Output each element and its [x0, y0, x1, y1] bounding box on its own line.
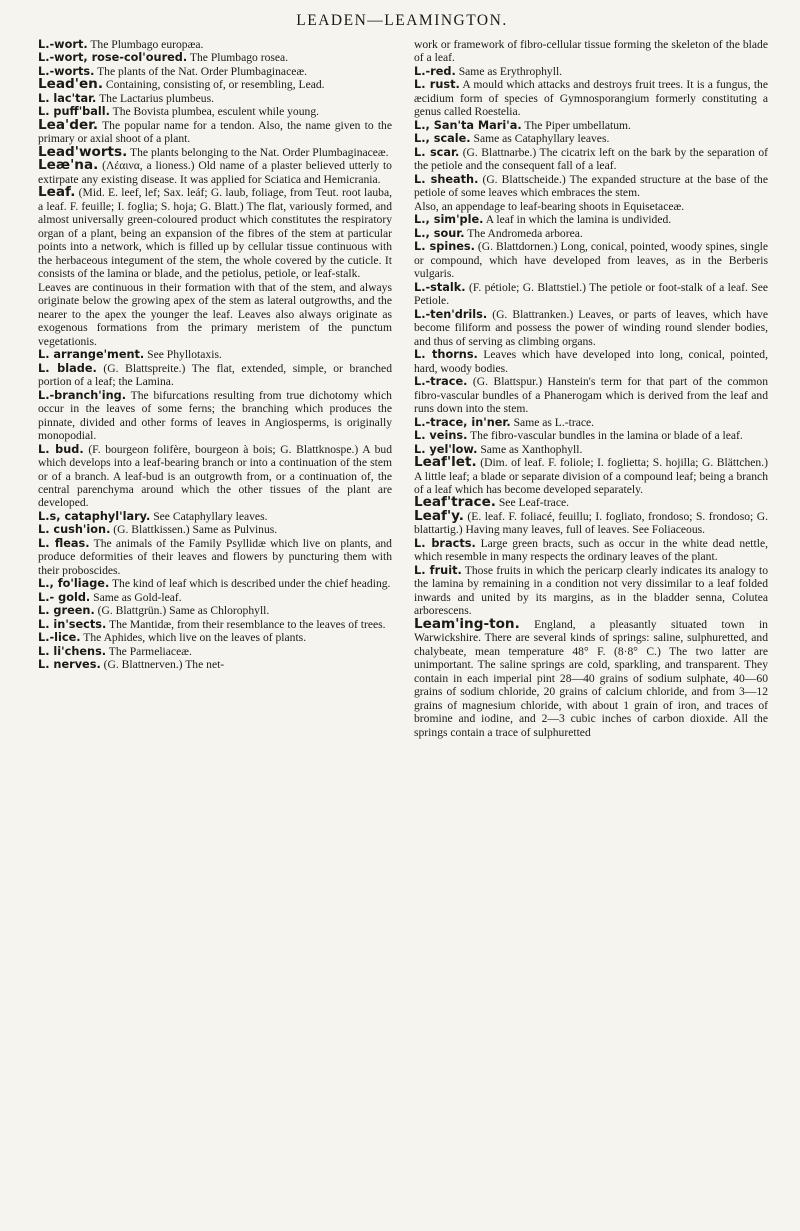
dictionary-entry [38, 281, 392, 348]
dictionary-entry [38, 78, 392, 91]
entry-definition: The Mantidæ, from their resemblance to the leaves of trees. [109, 617, 386, 631]
entry-headword: L.-wort, rose-col'oured. [38, 51, 188, 65]
dictionary-entry [414, 537, 768, 564]
entry-headword: L. nerves. [38, 658, 101, 672]
entry-headword: L. bud. [38, 442, 84, 456]
entry-definition: (F. pétiole; G. Blattstiel.) The petiole or foot-stalk of a leaf. See Petiole. [414, 280, 768, 308]
entry-definition: (G. Blattscheide.) The expanded structure at the base of the petiole of some leaves which embraces the stem. [414, 172, 768, 200]
dictionary-entry [38, 510, 392, 523]
entry-definition: (Λέαινα, a lioness.) Old name of a plaster believed utterly to extirpate any existing disease. It was applied for Sciatica and Hemicrania. [38, 159, 392, 186]
dictionary-entry [414, 564, 768, 618]
entry-definition: The popular name for a tendon. Also, the name given to the primary or axial shoot of a plant. [38, 118, 392, 146]
entry-headword: Leæ'na. [38, 157, 99, 174]
dictionary-entry [414, 456, 768, 496]
entry-definition: A leaf in which the lamina is undivided. [485, 213, 672, 227]
entry-definition: England, a pleasantly situated town in Warwickshire. There are several kinds of springs: saline, sulphuretted, and chalybeate, mean temperature 48° F. (8·8° C.) The two latter are unimportant. The saline springs are cold, sparkling, and transparent. They contain in each imperial pint 28—40 grains of sodium sulphate, 40—60 grains of sodium chloride, 20 grains of calcium chloride, and from 3—12 grains of magnesium chloride, with about 1 grain of iron, and traces of bromine and iodine, and 2—3 cubic inches of carbon dioxide. All the springs contain a trace of sulphuretted [414, 617, 768, 739]
entry-definition: Large green bracts, such as occur in the white dead nettle, which resemble in many respects the ordinary leaves of the plant. [414, 536, 768, 564]
dictionary-entry [38, 631, 392, 644]
entry-headword: L.-wort. [38, 38, 88, 51]
dictionary-entry [414, 213, 768, 226]
dictionary-entry [414, 227, 768, 240]
entry-headword: L., scale. [414, 132, 471, 146]
dictionary-entry [414, 429, 768, 442]
entry-headword: L. rust. [414, 78, 460, 92]
entry-definition: The Andromeda arborea. [467, 226, 583, 240]
dictionary-entry [414, 416, 768, 429]
entry-definition: (G. Blattgrün.) Same as Chlorophyll. [97, 604, 270, 618]
dictionary-entry [38, 577, 392, 590]
dictionary-entry [38, 159, 392, 186]
entry-definition: The Plumbago europæa. [90, 38, 204, 51]
dictionary-entry [414, 146, 768, 173]
dictionary-entry [414, 507, 768, 537]
entry-headword: L. blade. [38, 361, 97, 375]
entry-definition: (G. Blattspur.) Hanstein's term for that part of the common fibro-vascular bundles of a Phanerogam which is derived from the leaf and runs down into the stem. [414, 375, 768, 416]
entry-headword: L. bracts. [414, 536, 476, 550]
entry-headword: Leam'ing-ton. [414, 615, 520, 632]
dictionary-entry [38, 618, 392, 631]
entry-headword: Leaf'trace. [414, 494, 496, 511]
entry-headword: L.-branch'ing. [38, 388, 126, 402]
dictionary-entry [414, 173, 768, 200]
dictionary-entry [414, 348, 768, 375]
entry-headword: Lea'der. [38, 116, 99, 133]
entry-definition: Same as L.-trace. [513, 415, 595, 429]
entry-definition: (G. Blattdornen.) Long, conical, pointed, woody spines, single or compound, which have developed from leaves, as in the Berberis vulgaris. [414, 240, 768, 281]
entry-headword: L. scar. [414, 145, 460, 159]
entry-headword: L.-trace. [414, 375, 468, 389]
dictionary-entry [38, 443, 392, 510]
dictionary-entry [38, 362, 392, 389]
entry-headword: Leaf'let. [414, 454, 477, 471]
entry-headword: L. puff'ball. [38, 105, 110, 119]
entry-definition: Leaves are continuous in their formation with that of the stem, and always originate below the growing apex of the stem as lateral outgrowths, and the nearer to the apex the younger the leaf. Leaves also always originate as exogenous formations from the primary meristem of the punctum vegetationis. [38, 280, 392, 348]
dictionary-entry [414, 200, 768, 213]
entry-definition: The Bovista plumbea, esculent while young. [112, 105, 320, 119]
entry-headword: L. fleas. [38, 536, 90, 550]
entry-definition: The Plumbago rosea. [189, 51, 289, 65]
dictionary-entry [414, 78, 768, 118]
entry-definition: Those fruits in which the pericarp clearly indicates its analogy to the lamina by remaining in a condition not very dissimilar to a leaf folded inwards and united by its margins, as in the bladder senna, Colutea arborescens. [414, 563, 768, 618]
entry-headword: L. arrange'ment. [38, 348, 145, 362]
dictionary-entry [414, 38, 768, 65]
entry-definition: See Cataphyllary leaves. [153, 509, 268, 523]
entry-definition: (G. Blattranken.) Leaves, or parts of leaves, which have become filiform and possess the power of winding round slender bodies, and thus of serving as climbing organs. [414, 307, 769, 348]
entry-headword: L.-red. [414, 64, 456, 78]
entry-definition: Containing, consisting of, or resembling, Lead. [105, 78, 325, 92]
dictionary-entry [414, 496, 768, 509]
entry-definition: (G. Blattspreite.) The flat, extended, simple, or branched portion of a leaf; the Lamina. [38, 361, 393, 389]
entry-headword: L., fo'liage. [38, 577, 110, 591]
dictionary-entry [38, 523, 392, 536]
entry-definition: See Leaf-trace. [498, 496, 570, 510]
dictionary-entry [38, 658, 392, 671]
entry-headword: L. lac'tar. [38, 91, 97, 105]
entry-headword: L.-worts. [38, 64, 95, 78]
left-column [38, 38, 392, 739]
entry-definition: The plants of the Nat. Order Plumbaginaceæ. [97, 64, 307, 78]
entry-headword: L.s, cataphyl'lary. [38, 509, 151, 523]
entry-headword: L. yel'low. [414, 442, 478, 456]
entry-headword: L. sheath. [414, 172, 479, 186]
entry-definition: The kind of leaf which is described under the chief heading. [111, 577, 391, 591]
entry-definition: A mould which attacks and destroys fruit trees. It is a fungus, the æcidium form of species of Gymnosporangium formerly constituting a genus called Roestelia. [414, 78, 769, 119]
dictionary-entry [38, 389, 392, 443]
entry-definition: (F. bourgeon folifère, bourgeon à bois; G. Blattknospe.) A bud which develops into a leaf-bearing branch or into a continuation of the stem or of a branch. A leaf-bud is an outgrowth from, or a continuation of, the central parenchyma around which the other tissues of the plant are developed. [38, 442, 392, 510]
entry-headword: L., sour. [414, 226, 465, 240]
entry-definition: Same as Gold-leaf. [93, 590, 182, 604]
entry-headword: L. veins. [414, 429, 468, 443]
entry-definition: Same as Erythrophyll. [458, 64, 563, 78]
dictionary-entry [38, 591, 392, 604]
entry-definition: See Phyllotaxis. [147, 348, 222, 362]
dictionary-entry [414, 132, 768, 145]
entry-definition: The Aphides, which live on the leaves of plants. [83, 631, 307, 645]
dictionary-entry [38, 186, 392, 280]
entry-definition: The fibro-vascular bundles in the lamina or blade of a leaf. [470, 429, 743, 443]
dictionary-entry [414, 240, 768, 280]
entry-headword: L. spines. [414, 240, 475, 254]
dictionary-entry [38, 116, 392, 146]
entry-definition: The bifurcations resulting from true dichotomy which occur in the leaves of some ferns; the branching which produces the pinnate, divided and other forms of leaves in Angiosperms, is originally monopodial. [38, 388, 392, 443]
entry-definition: (G. Blattkissen.) Same as Pulvinus. [113, 523, 278, 537]
entry-definition: Leaves which have developed into long, conical, pointed, hard, woody bodies. [414, 348, 768, 375]
entry-headword: Leaf. [38, 184, 76, 201]
entry-definition: The Lactarius plumbeus. [99, 91, 214, 105]
dictionary-entry [414, 308, 768, 348]
entry-headword: L.-trace, in'ner. [414, 415, 511, 429]
dictionary-entry [414, 281, 768, 308]
entry-headword: L. fruit. [414, 563, 462, 577]
entry-headword: L., sim'ple. [414, 213, 484, 227]
dictionary-entry [38, 645, 392, 658]
dictionary-entry [414, 119, 768, 132]
entry-definition: work or framework of fibro-cellular tissue forming the skeleton of the blade of a leaf. [414, 38, 768, 65]
entry-headword: L. thorns. [414, 348, 478, 362]
entry-headword: L.- gold. [38, 590, 91, 604]
entry-headword: L., San'ta Mari'a. [414, 118, 522, 132]
entry-definition: (Dim. of leaf. F. foliole; I. foglietta; S. hojilla; G. Blättchen.) A little leaf; a blade or separate division of a compound leaf; being a branch of a leaf which has become developed separately. [414, 456, 768, 496]
dictionary-entry [414, 375, 768, 415]
entry-headword: L.-ten'drils. [414, 307, 488, 321]
right-column [414, 38, 768, 739]
entry-headword: L. green. [38, 604, 95, 618]
dictionary-entry [38, 537, 392, 577]
entry-headword: L.-stalk. [414, 280, 466, 294]
entry-headword: Lead'en. [38, 76, 104, 93]
dictionary-entry [414, 615, 768, 739]
entry-definition: (G. Blattnerven.) The net- [103, 658, 225, 672]
dictionary-entry [38, 348, 392, 361]
entry-headword: Lead'worts. [38, 143, 128, 160]
columns [38, 38, 769, 739]
entry-definition: (E. leaf. F. foliacé, feuillu; I. fogliato, frondoso; S. frondoso; G. blattartig.) Having many leaves, full of leaves. See Foliaceous. [414, 509, 768, 537]
entry-definition: Also, an appendage to leaf-bearing shoots in Equisetaceæ. [414, 199, 685, 213]
entry-definition: Same as Xanthophyll. [480, 442, 583, 456]
entry-headword: L. cush'ion. [38, 523, 111, 537]
entry-headword: Leaf'y. [414, 507, 464, 524]
entry-definition: Same as Cataphyllary leaves. [473, 132, 610, 146]
dictionary-entry [38, 51, 392, 64]
entry-headword: L.-lice. [38, 631, 81, 645]
dictionary-entry [414, 65, 768, 78]
entry-definition: The animals of the Family Psyllidæ which live on plants, and produce deformities of their leaves and flowers by puncturing them with their proboscides. [38, 536, 392, 577]
entry-definition: (G. Blattnarbe.) The cicatrix left on the bark by the separation of the petiole and the consequent fall of a leaf. [414, 145, 768, 173]
entry-definition: The plants belonging to the Nat. Order Plumbaginaceæ. [130, 145, 389, 159]
running-head: LEADEN—LEAMINGTON. [296, 12, 508, 29]
dictionary-entry [38, 38, 392, 51]
entry-headword: L. li'chens. [38, 644, 107, 658]
entry-definition: (Mid. E. leef, lef; Sax. leáf; G. laub, foliage, from Teut. root lauba, a leaf. F. feuille; I. foglia; S. hoja; G. Blatt.) The flat, variously formed, and almost universally green-coloured product which constitutes the respiratory organ of a plant, being an expansion of the fibres of the stem at particular points into a network, which is filled up by cellular tissue continuous with the herbaceous integument of the stem, the whole covered by the cuticle. It consists of the lamina or blade, and the petiolus, petiole, or leaf-stalk. [38, 186, 392, 281]
dictionary-entry [38, 604, 392, 617]
dictionary-entry [38, 92, 392, 105]
entry-definition: The Piper umbellatum. [524, 118, 631, 132]
entry-definition: The Parmeliaceæ. [108, 644, 192, 658]
entry-headword: L. in'sects. [38, 617, 107, 631]
